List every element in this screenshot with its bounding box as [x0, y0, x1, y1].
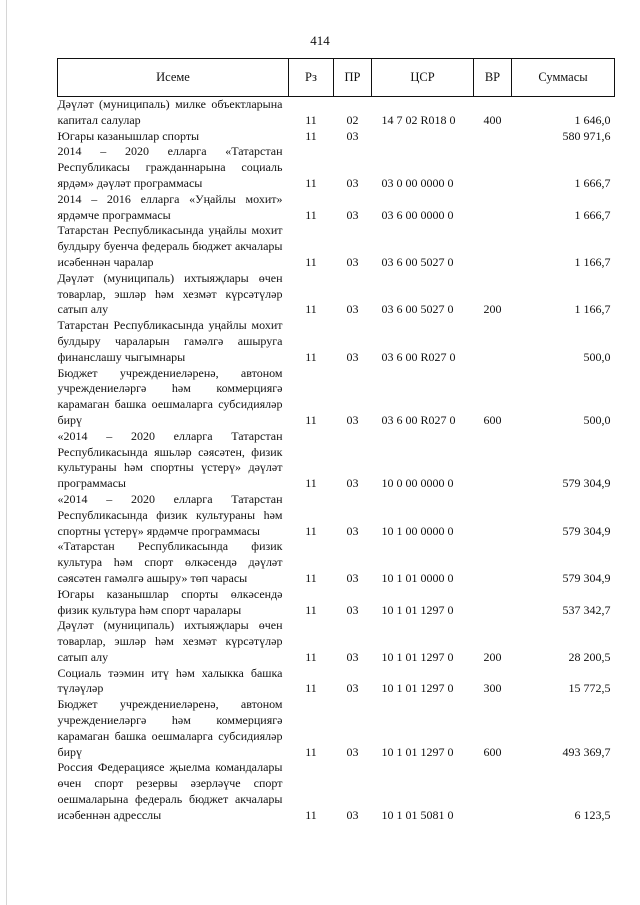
cell-sum: 500,0 — [583, 412, 611, 427]
cell-name: «2014 – 2020 елларга Татарстан Республикасында физик культураны һәм спортны үстерү» ярдәмче программасы — [57, 491, 283, 538]
cell-sum: 537 342,7 — [562, 602, 611, 617]
cell-vr: 600 — [483, 412, 502, 427]
cell-csr: 10 1 01 5081 0 — [381, 807, 454, 822]
cell-name: Татарстан Республикасында уңайлы мохит булдыру чараларын гамәлгә ашыруга финанслашу чыгымнары — [57, 318, 283, 364]
cell-csr: 03 6 00 R027 0 — [381, 412, 456, 427]
cell-csr: 03 6 00 5027 0 — [381, 254, 454, 269]
header-csr: ЦСР — [372, 59, 474, 97]
cell-name: Татарстан Республикасында уңайлы мохит булдыру буенча федераль бюджет акчалары исәбеннән чаралар — [57, 223, 283, 269]
cell-rz: 11 — [305, 112, 317, 127]
table-row — [58, 587, 615, 619]
cell-pr: 03 — [346, 128, 359, 143]
cell-csr: 10 0 00 0000 0 — [381, 476, 454, 491]
cell-sum: 1 666,7 — [574, 207, 611, 222]
cell-csr — [372, 129, 474, 145]
cell-vr — [474, 223, 512, 270]
cell-vr — [474, 129, 512, 145]
cell-vr: 200 — [483, 649, 502, 664]
cell-name: Дәүләт (муниципаль) милке объектларына капитал салулар — [57, 97, 283, 127]
cell-pr: 03 — [346, 412, 359, 427]
cell-rz: 11 — [305, 207, 317, 222]
cell-csr: 03 0 00 0000 0 — [381, 175, 454, 190]
cell-vr: 200 — [483, 302, 502, 317]
cell-name: Дәүләт (муниципаль) ихтыяҗлары өчен товарлар, эшләр һәм хезмәт күрсәтүләр сатып алу — [57, 270, 283, 317]
cell-vr — [474, 760, 512, 823]
cell-name: Югары казанышлар спорты өлкәсендә физик культура һәм спорт чаралары — [57, 586, 283, 617]
table-row — [58, 492, 615, 539]
table-body — [58, 97, 615, 824]
table-row — [58, 144, 615, 191]
header-sum: Суммасы — [512, 59, 615, 97]
table-header — [58, 59, 615, 97]
cell-rz: 11 — [305, 302, 317, 317]
cell-sum: 580 971,6 — [562, 128, 611, 143]
table-row — [58, 129, 615, 145]
cell-pr: 03 — [346, 349, 359, 364]
table-row — [58, 697, 615, 760]
cell-vr — [474, 492, 512, 539]
cell-pr: 03 — [346, 523, 359, 538]
cell-pr: 03 — [346, 807, 359, 822]
cell-sum: 6 123,5 — [574, 807, 611, 822]
cell-pr: 03 — [346, 175, 359, 190]
table-row — [58, 618, 615, 665]
cell-name: Бюджет учреждениеләренә, автоном учреждениеләргә һәм коммерциягә карамаган башка оешмаларга субсидияләр бирү — [57, 697, 283, 759]
table-row — [58, 271, 615, 318]
table-row — [58, 539, 615, 586]
cell-vr — [474, 587, 512, 619]
cell-pr: 03 — [346, 476, 359, 491]
cell-sum: 1 646,0 — [574, 112, 611, 127]
cell-rz: 11 — [305, 649, 317, 664]
cell-rz: 11 — [305, 681, 317, 696]
cell-name: Бюджет учреждениеләренә, автоном учреждениеләргә һәм коммерциягә карамаган башка оешмаларга субсидияләр бирү — [57, 365, 283, 427]
cell-vr: 400 — [483, 112, 502, 127]
table-row — [58, 318, 615, 365]
cell-name: «2014 – 2020 елларга Татарстан Республикасында яшьләр сәясәтен, физик культураны һәм спортны үстерү» дәүләт программасы — [57, 428, 283, 491]
cell-name: 2014 – 2020 елларга «Татарстан Республикасы гражданнарына социаль ярдәм» дәүләт программасы — [57, 144, 283, 190]
cell-csr: 10 1 01 1297 0 — [381, 744, 454, 759]
table-row — [58, 760, 615, 823]
cell-rz: 11 — [305, 349, 317, 364]
cell-csr: 03 6 00 0000 0 — [381, 207, 454, 222]
cell-name: Социаль тәэмин итү һәм халыкка башка түләүләр — [57, 665, 283, 696]
cell-csr: 10 1 01 1297 0 — [381, 649, 454, 664]
cell-csr: 14 7 02 R018 0 — [381, 112, 456, 127]
cell-rz: 11 — [305, 254, 317, 269]
cell-pr: 03 — [346, 602, 359, 617]
cell-name: 2014 – 2016 елларга «Уңайлы мохит» ярдәмче программасы — [57, 191, 283, 222]
page-number: 414 — [310, 33, 330, 48]
header-vr: ВР — [474, 59, 512, 97]
cell-pr: 03 — [346, 681, 359, 696]
cell-sum: 1 166,7 — [574, 302, 611, 317]
cell-sum: 579 304,9 — [562, 570, 611, 585]
cell-rz: 11 — [305, 807, 317, 822]
header-pr: ПР — [334, 59, 372, 97]
cell-sum: 15 772,5 — [568, 681, 611, 696]
table-row — [58, 366, 615, 429]
cell-sum: 579 304,9 — [562, 476, 611, 491]
table-row — [58, 666, 615, 698]
cell-rz: 11 — [305, 175, 317, 190]
cell-sum: 1 666,7 — [574, 175, 611, 190]
scan-edge-line — [6, 0, 7, 905]
cell-name: Дәүләт (муниципаль) ихтыяҗлары өчен товарлар, эшләр һәм хезмәт күрсәтүләр сатып алу — [57, 618, 283, 664]
cell-pr: 03 — [346, 302, 359, 317]
cell-sum: 1 166,7 — [574, 254, 611, 269]
cell-name: Россия Федерациясе җыелма командалары өчен спорт резервы әзерләүче спорт оешмаларына федераль бюджет акчалары исәбеннән адресслы — [57, 760, 283, 822]
header-rz: Рз — [289, 59, 334, 97]
cell-csr: 10 1 01 0000 0 — [381, 570, 454, 585]
table-row — [58, 192, 615, 224]
cell-vr — [474, 192, 512, 224]
cell-vr — [474, 429, 512, 492]
cell-rz: 11 — [305, 523, 317, 538]
cell-vr — [474, 539, 512, 586]
cell-csr: 03 6 00 5027 0 — [381, 302, 454, 317]
table-row — [58, 97, 615, 129]
cell-csr: 10 1 01 1297 0 — [381, 681, 454, 696]
cell-sum: 500,0 — [583, 349, 611, 364]
cell-pr: 03 — [346, 254, 359, 269]
table-row — [58, 223, 615, 270]
cell-vr: 300 — [483, 681, 502, 696]
cell-csr: 03 6 00 R027 0 — [381, 349, 456, 364]
cell-vr — [474, 144, 512, 191]
cell-rz: 11 — [305, 570, 317, 585]
cell-rz: 11 — [305, 602, 317, 617]
cell-name: «Татарстан Республикасында физик культура һәм спорт өлкәсендә дәүләт сәясәтен гамәлгә ашыру» төп чарасы — [57, 539, 283, 585]
cell-vr — [474, 318, 512, 365]
budget-table — [57, 58, 615, 824]
cell-vr: 600 — [483, 744, 502, 759]
cell-rz: 11 — [305, 476, 317, 491]
cell-name: Югары казанышлар спорты — [57, 128, 200, 143]
cell-pr: 03 — [346, 570, 359, 585]
cell-rz: 11 — [305, 744, 317, 759]
cell-pr: 03 — [346, 744, 359, 759]
cell-sum: 28 200,5 — [568, 649, 611, 664]
cell-rz: 11 — [305, 128, 317, 143]
cell-rz: 11 — [305, 412, 317, 427]
cell-pr: 02 — [346, 112, 359, 127]
cell-csr: 10 1 00 0000 0 — [381, 523, 454, 538]
cell-csr: 10 1 01 1297 0 — [381, 602, 454, 617]
header-name: Исеме — [58, 59, 289, 97]
cell-pr: 03 — [346, 649, 359, 664]
cell-sum: 579 304,9 — [562, 523, 611, 538]
cell-pr: 03 — [346, 207, 359, 222]
table-row — [58, 429, 615, 492]
cell-sum: 493 369,7 — [562, 744, 611, 759]
